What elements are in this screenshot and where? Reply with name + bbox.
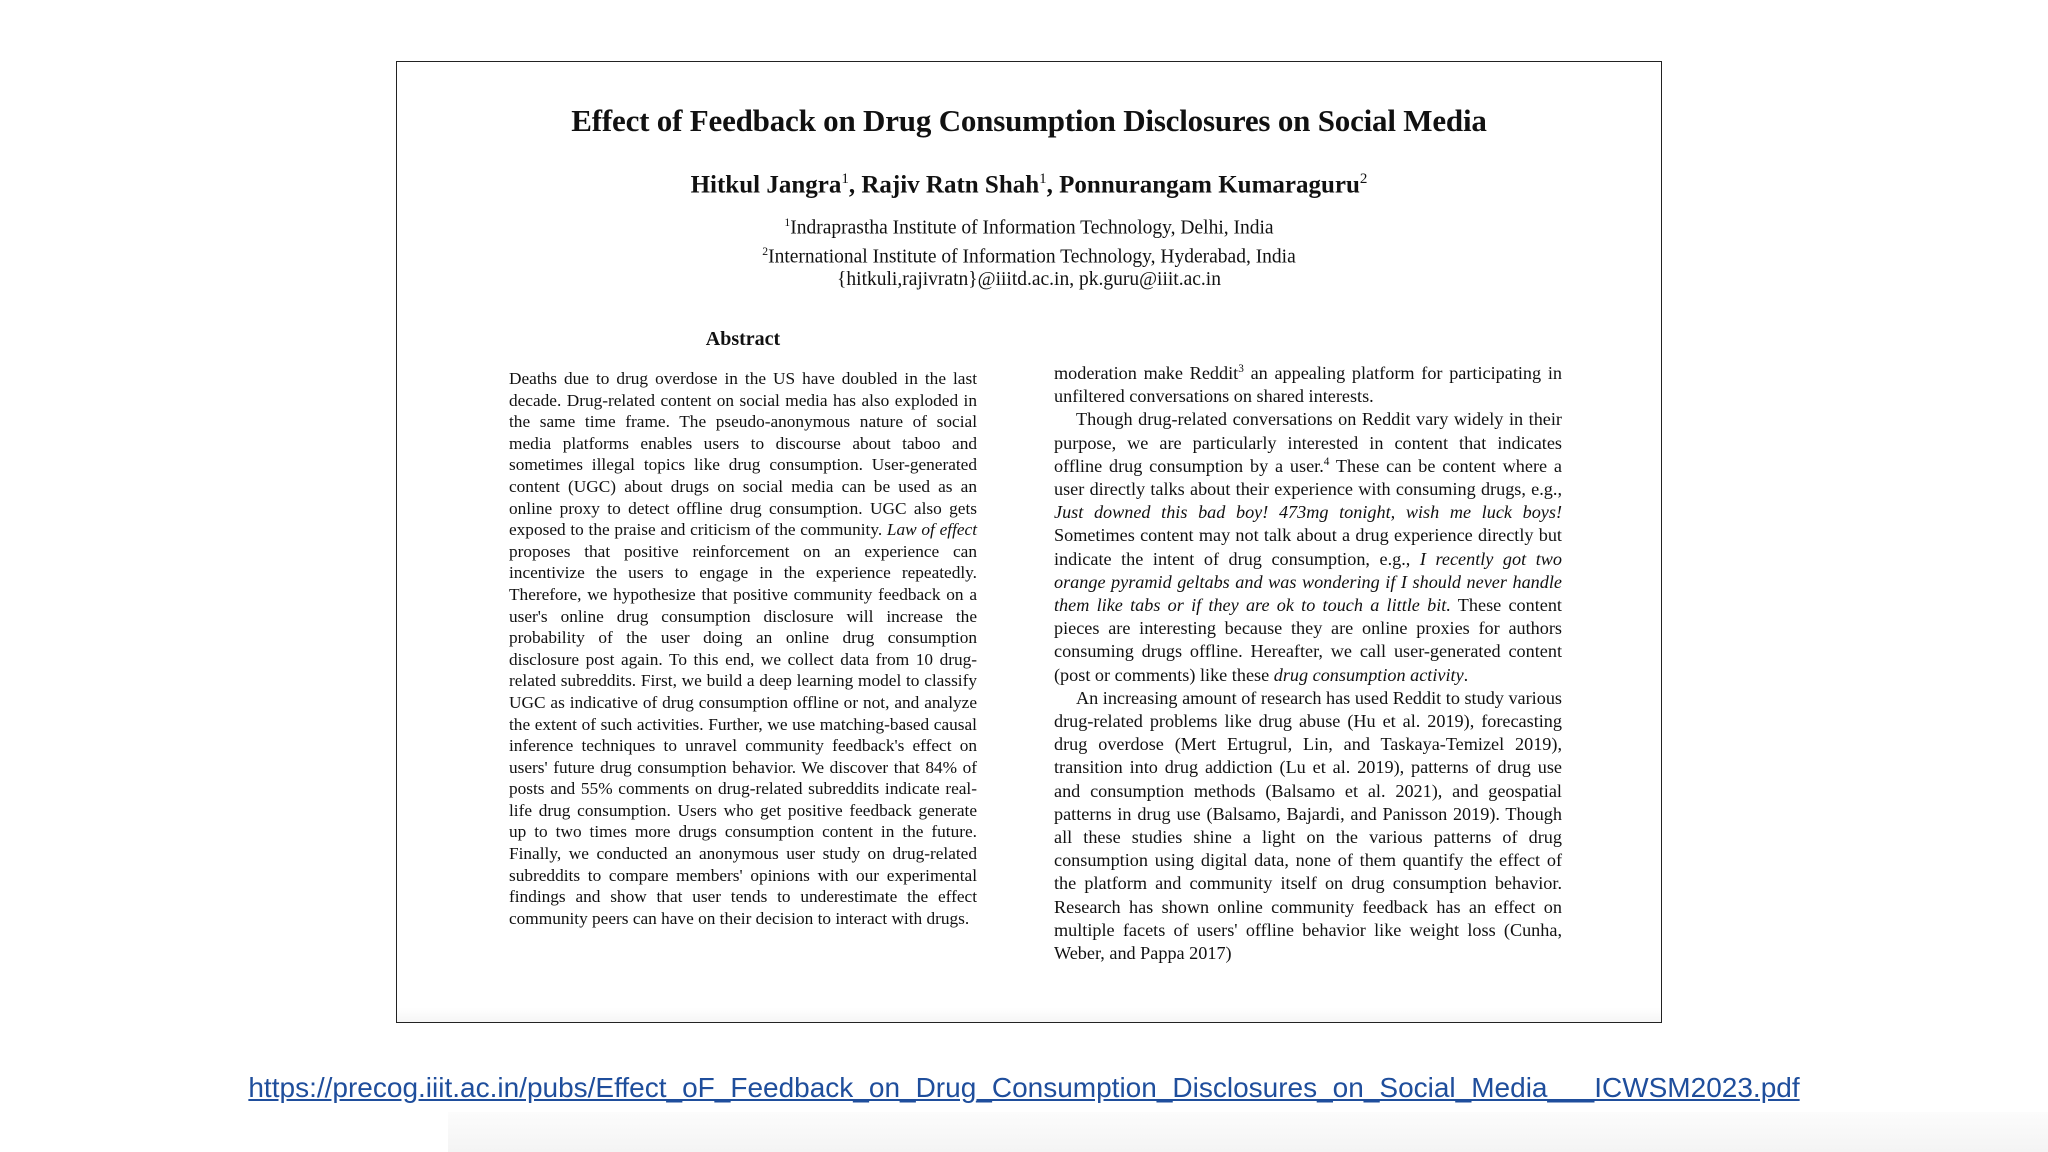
author-name: Hitkul Jangra [690, 171, 842, 199]
author-name: Rajiv Ratn Shah [861, 171, 1040, 199]
italic-term: drug consumption activity [1273, 664, 1464, 685]
affiliations [397, 211, 1661, 291]
affiliation-line [397, 240, 1661, 269]
footnote-marker: 4 [1323, 455, 1330, 468]
affiliation-marker: 1 [784, 216, 791, 229]
author-affil-marker: 1 [1039, 171, 1047, 187]
author-affil-marker: 1 [841, 171, 849, 187]
paper-title: Effect of Feedback on Drug Consumption Disclosures on Social Media [571, 103, 1487, 138]
author-list: Hitkul Jangra$^1$, Rajiv Ratn Shah$^1$, Ponnurangam Kumaraguru$^2$ [690, 171, 1368, 199]
affiliation-text: Indraprastha Institute of Information Technology, Delhi, India [790, 217, 1274, 239]
affiliation-marker: 2 [762, 244, 769, 258]
example-quote: Just downed this bad boy! 473mg tonight, wish me luck boys! [1054, 502, 1562, 523]
author-emails: {hitkuli,rajivratn}@iiitd.ac.in, pk.guru@iiit.ac.in [837, 269, 1221, 290]
paragraph: moderation make Reddit$^3$ an appealing platform for participating in unfiltered conversations on shared interests. [1054, 362, 1562, 407]
paragraph: An increasing amount of research has used Reddit to study various drug-related problems like drug abuse (Hu et al. 2019), forecasting drug overdose (Mert Ertugrul, Lin, and Taskaya-Temizel 2019), transition into drug addiction (Lu et al. 2019), patterns of drug use and consumption methods (Balsamo et al. 2021), and geospatial patterns in drug use (Balsamo, Bajardi, and Panisson 2019). Though all these studies shine a light on the various patterns of drug consumption using digital data, none of them quantify the effect of the platform and community itself on drug consumption behavior. Research has shown online community feedback has an effect on multiple facets of users' offline behavior like weight loss (Cunha, Weber, and Pappa 2017) [1054, 687, 1562, 964]
italic-term: Law of effect [886, 520, 978, 540]
source-link[interactable]: https://precog.iiit.ac.in/pubs/Effect_oF_Feedback_on_Drug_Consumption_Disclosures_on_Social_Media___ICWSM2023.pdf [248, 1072, 1800, 1103]
paragraph: Though drug-related conversations on Reddit vary widely in their purpose, we are particularly interested in content that indicates offline drug consumption by a user.$^4$ These can be content where a user directly talks about their experience with consuming drugs, e.g., Just downed this bad boy! 473mg tonight, wish me luck boys! Sometimes content may not talk about a drug experience directly but indicate the intent of drug consumption, e.g., I recently got two orange pyramid geltabs and was wondering if I should never handle them like tabs or if they are ok to touch a little bit. These content pieces are interesting because they are online proxies for authors consuming drugs offline. Hereafter, we call user-generated content (post or comments) like these drug consumption activity. [1054, 409, 1562, 685]
abstract-text: Deaths due to drug overdose in the US have doubled in the last decade. Drug-related content on social media has also exploded in the same time frame. The pseudo-anonymous nature of social media platforms enables users to discourse about taboo and sometimes illegal topics like drug consumption. User-generated content (UGC) about drugs on social media can be used as an online proxy to detect offline drug consumption. UGC also gets exposed to the praise and criticism of the community. Law of effect proposes that positive reinforcement on an experience can incentivize the users to engage in the experience repeatedly. Therefore, we hypothesize that positive community feedback on a user's online drug consumption disclosure will increase the probability of the user doing an online drug consumption disclosure post again. To this end, we collect data from 10 drug-related subreddits. First, we build a deep learning model to classify UGC as indicative of drug consumption offline or not, and analyze the extent of such activities. Further, we use matching-based causal inference techniques to unravel community feedback's effect on users' future drug consumption behavior. We discover that 84% of posts and 55% comments on drug-related subreddits indicate real-life drug consumption. Users who get positive feedback generate up to two times more drugs consumption content in the future. Finally, we conducted an anonymous user study on drug-related subreddits to compare members' opinions with our experimental findings and show that user tends to underestimate the effect community peers can have on their decision to interact with drugs. [509, 369, 978, 928]
footnote-marker: 3 [1238, 362, 1244, 375]
author-affil-marker: 2 [1359, 171, 1368, 187]
bottom-shadow [448, 1112, 2048, 1152]
affiliation-text: International Institute of Information Technology, Hyderabad, India [768, 246, 1296, 267]
abstract-column [509, 327, 977, 929]
paper-screenshot [396, 61, 1662, 1023]
intro-column [1054, 362, 1562, 965]
abstract-heading: Abstract [705, 328, 781, 350]
author-name: Ponnurangam Kumaraguru [1059, 171, 1360, 199]
example-quote: I recently got two orange pyramid geltabs and was wondering if I should never handle them like tabs or if they are ok to touch a little bit. [1054, 548, 1562, 616]
affiliation-line [397, 211, 1661, 240]
